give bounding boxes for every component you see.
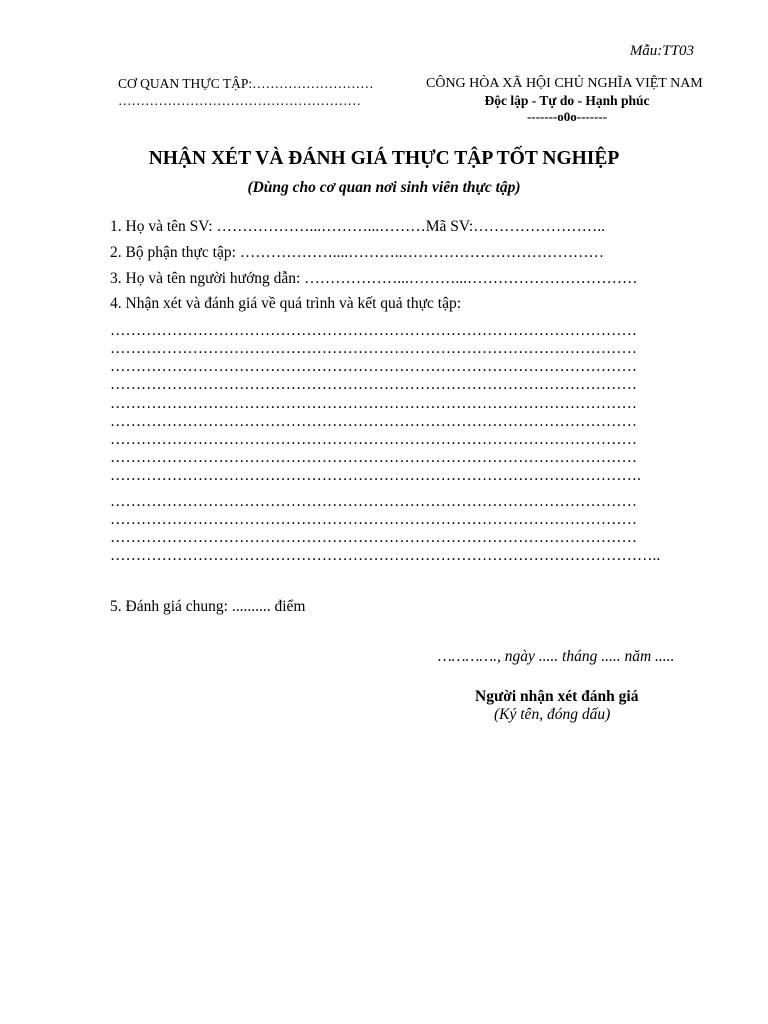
comment-line: ………………………………………………………………………………………… [110,413,637,430]
comment-line: ………………………………………………………………………………………… [110,431,637,448]
agency-name-line: ……………………………………………… [118,93,361,108]
comment-line: ………………………………………………………………………………………… [110,511,637,528]
comment-line: ………………………………………………………………………………………… [110,493,637,510]
field-student-name: 1. Họ và tên SV: ………………...………...………Mã SV:…………………….. [110,218,605,235]
agency-label: CƠ QUAN THỰC TẬP:……………………… [118,76,374,91]
form-code: Mẫu:TT03 [629,43,694,59]
signer-title: Người nhận xét đánh giá [475,688,639,705]
overall-score: 5. Đánh giá chung: .......... điểm [110,598,306,615]
document-title: NHẬN XÉT VÀ ĐÁNH GIÁ THỰC TẬP TỐT NGHIỆP [148,148,620,169]
comment-line: ………………………………………………………………………………………… [110,449,637,466]
signer-note: (Ký tên, đóng dấu) [494,706,611,723]
nation-title: CÔNG HÒA XÃ HỘI CHỦ NGHĨA VIỆT NAM [426,76,703,91]
comment-line: ………………………………………………………………………………………… [110,322,637,339]
field-department: 2. Bộ phận thực tập: ………………....………..………………………………… [110,244,605,261]
document-subtitle: (Dùng cho cơ quan nơi sinh viên thực tập) [247,179,521,196]
comment-line: ………………………………………………………………………………………… [110,529,637,546]
comment-line: ………………………………………………………………………………………… [110,358,637,375]
comment-line: …………………………………………………………………………………………. [110,467,641,484]
nation-divider: -------o0o------- [526,109,608,124]
field-comments-label: 4. Nhận xét và đánh giá về quá trình và kết quả thực tập: [110,295,462,312]
comment-line: ………………………………………………………………………………………… [110,395,637,412]
field-supervisor: 3. Họ và tên người hướng dẫn: ………………...………...…………………………… [110,270,638,287]
nation-motto: Độc lập - Tự do - Hạnh phúc [484,93,650,108]
date-line: …………., ngày ..... tháng ..... năm ..... [438,648,675,665]
comment-line: ………………………………………………………………………………………… [110,376,637,393]
comment-line: …………………………………………………………………………………………….. [110,547,661,564]
comment-line: ………………………………………………………………………………………… [110,340,637,357]
